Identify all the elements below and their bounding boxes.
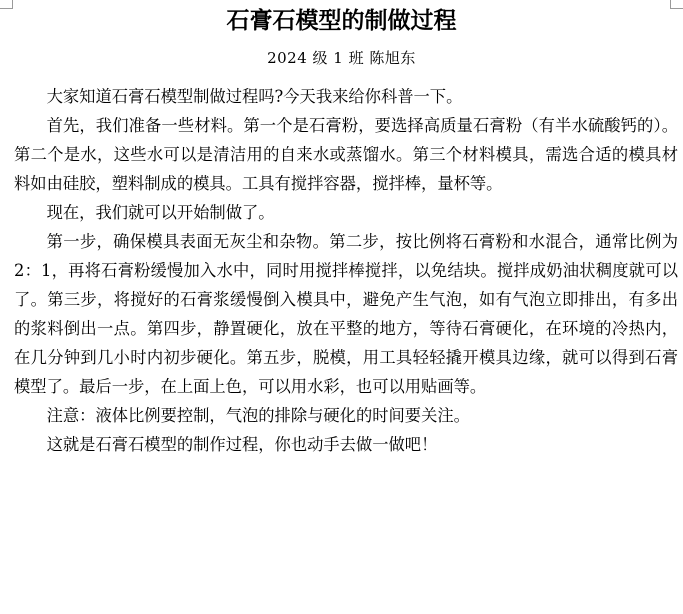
document-title: 石膏石模型的制做过程 bbox=[226, 8, 457, 34]
paragraph-notes: 注意：液体比例要控制，气泡的排除与硬化的时间要关注。 bbox=[46, 406, 470, 425]
document-body bbox=[14, 82, 678, 459]
paragraph-materials: 首先，我们准备一些材料。第一个是石膏粉，要选择高质量石膏粉（有半水硫酸钙的）。第二个是水，这些水可以是清洁用的自来水或蒸馏水。第三个材料模具，需选合适的模具材料如由硅胶，塑料制成的模具。工具有搅拌容器，搅拌棒，量杯等。 bbox=[14, 116, 678, 193]
paragraph-intro: 大家知道石膏石模型制做过程吗?今天我来给你科普一下。 bbox=[46, 87, 463, 106]
paragraph-start: 现在，我们就可以开始制做了。 bbox=[46, 203, 275, 222]
paragraph-conclusion: 这就是石膏石模型的制作过程，你也动手去做一做吧！ bbox=[46, 435, 438, 454]
paragraph-steps: 第一步，确保模具表面无灰尘和杂物。第二步，按比例将石膏粉和水混合，通常比例为 2：1，再将石膏粉缓慢加入水中，同时用搅拌棒搅拌，以免结块。搅拌成奶油状稠度就可以了。第三步，将搅好的石膏浆缓慢倒入模具中，避免产生气泡，如有气泡立即排出，有多出的浆料倒出一点。第四步，静置硬化，放在平整的地方，等待石膏硬化，在环境的冷热内，在几分钟到几小时内初步硬化。第五步，脱模，用工具轻轻撬开模具边缘，就可以得到石膏模型了。最后一步，在上面上色，可以用水彩，也可以用贴画等。 bbox=[14, 232, 678, 396]
author-byline: 2024 级 1 班 陈旭东 bbox=[267, 49, 416, 67]
